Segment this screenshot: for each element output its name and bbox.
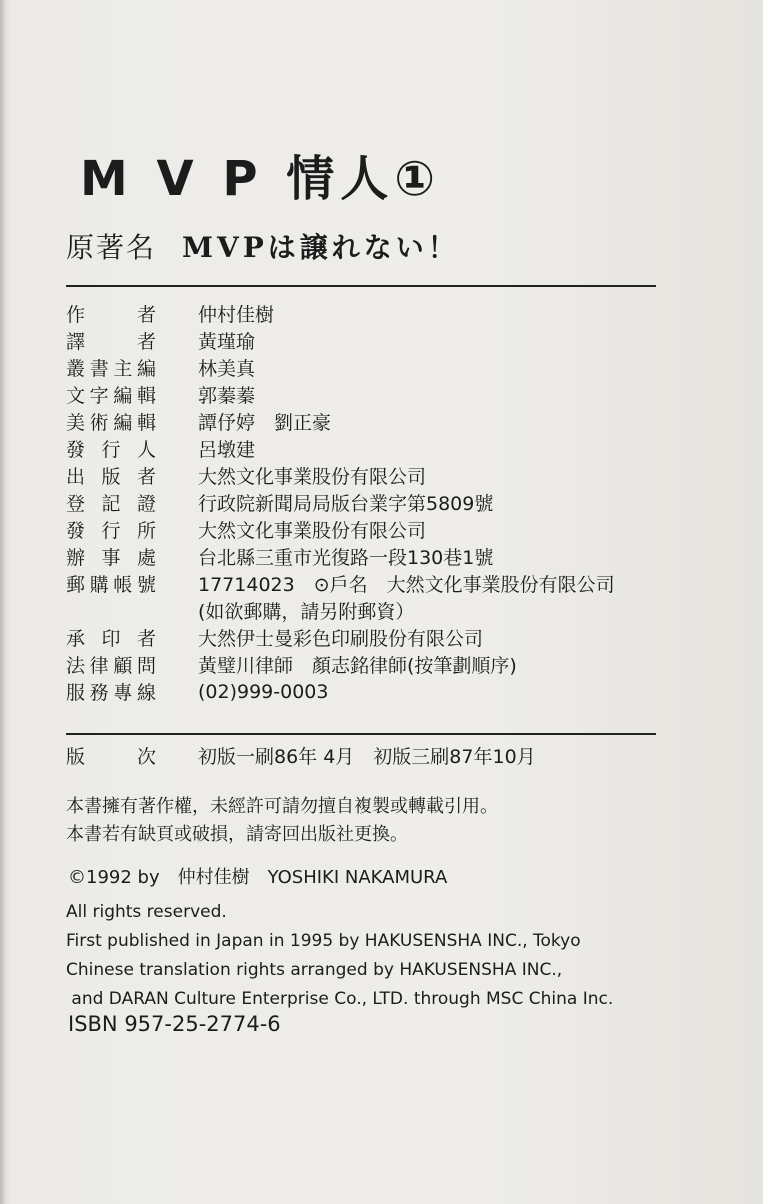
notice-copyright: 本書擁有著作權，未經許可請勿擅自複製或轉載引用。 [66,796,498,817]
rights-line: First published in Japan in 1995 by HAKUSENSHA INC., Tokyo [66,931,581,951]
rights-line: All rights reserved. [66,902,227,922]
credit-row [66,435,666,462]
credit-label [66,516,156,543]
credit-label [66,408,156,435]
credit-row [66,624,666,651]
isbn: ISBN 957-25-2774-6 [68,1012,281,1036]
label-char: 次 [136,746,156,768]
credit-label [66,354,156,381]
original-title-label: 原著名 [66,231,157,264]
label-char: 輯 [136,412,156,434]
label-char: 文 [66,385,86,407]
credit-value: 林美真 [198,358,256,380]
label-char: 編 [136,358,156,380]
credit-row [66,327,666,354]
label-char: 者 [136,331,156,353]
label-char: 郵 [66,574,86,596]
label-char: 輯 [136,385,156,407]
label-char: 號 [136,574,156,596]
credit-value: 大然文化事業股份有限公司 [198,520,427,542]
credit-value: 17714023 ⊙戶名 大然文化事業股份有限公司 [198,574,615,596]
label-char: 所 [136,520,156,542]
credit-value: (如欲郵購，請另附郵資） [198,601,415,623]
edition-label [66,742,156,769]
label-char: 顧 [113,655,133,677]
credit-label [66,678,156,705]
credit-row [66,516,666,543]
label-char: 承 [66,628,86,650]
credit-row [66,678,666,705]
credit-row [66,381,666,408]
credit-label [66,624,156,651]
label-char: 者 [136,466,156,488]
credit-row [66,489,666,516]
credit-label [66,543,156,570]
credit-label [66,651,156,678]
english-rights [66,898,613,1014]
edition-row [66,742,666,769]
label-char: 服 [66,682,86,704]
label-char: 登 [66,493,86,515]
notice-defects: 本書若有缺頁或破損，請寄回出版社更換。 [66,824,408,845]
credit-label [66,462,156,489]
label-char: 問 [136,655,156,677]
credit-label [66,570,156,597]
label-char: 版 [101,466,121,488]
credit-label [66,300,156,327]
credit-row [66,651,666,678]
label-char: 編 [113,385,133,407]
label-char: 行 [101,439,121,461]
credit-label [66,435,156,462]
label-char: 辦 [66,547,86,569]
label-char: 美 [66,412,86,434]
label-char: 字 [89,385,109,407]
credit-value: 黃璧川律師 顏志銘律師(按筆劃順序) [198,655,517,677]
original-title-line [66,226,460,266]
credit-value: 黃瑾瑜 [198,331,256,353]
credits-table [66,300,666,705]
label-char: 術 [89,412,109,434]
credit-value: 大然文化事業股份有限公司 [198,466,427,488]
copyright-year: ©1992 by [68,867,160,888]
label-char: 線 [136,682,156,704]
label-char: 叢 [66,358,86,380]
label-char: 記 [101,493,121,515]
credit-row [66,300,666,327]
label-char: 出 [66,466,86,488]
label-char: 者 [136,628,156,650]
credit-value: 呂墩建 [198,439,256,461]
label-char: 專 [113,682,133,704]
divider-top [66,285,656,287]
credit-row [66,570,666,597]
credit-row [66,354,666,381]
label-char: 發 [66,439,86,461]
credit-row [66,543,666,570]
label-char: 事 [101,547,121,569]
edition-value: 初版一刷86年 4月 初版三刷87年10月 [198,746,536,768]
book-title: M V P 情人① [80,151,441,207]
label-char: 譯 [66,331,86,353]
label-char: 行 [101,520,121,542]
copyright-line [68,863,465,889]
credit-row [66,462,666,489]
label-char: 人 [136,439,156,461]
label-char: 證 [136,493,156,515]
credit-row [66,408,666,435]
label-char: 書 [89,358,109,380]
label-char: 務 [89,682,109,704]
label-char: 作 [66,304,86,326]
author-chinese: 仲村佳樹 [177,867,250,888]
original-title: MVPは譲れない！ [182,231,460,264]
credit-label [66,489,156,516]
label-char: 主 [113,358,133,380]
credit-label [66,327,156,354]
credit-label [66,381,156,408]
rights-line: and DARAN Culture Enterprise Co., LTD. through MSC China Inc. [66,989,614,1009]
credit-value: 仲村佳樹 [198,304,275,326]
notices [66,792,498,848]
credit-value: 大然伊士曼彩色印刷股份有限公司 [198,628,484,650]
label-char: 者 [136,304,156,326]
label-char: 版 [66,746,86,768]
label-char: 編 [113,412,133,434]
label-char: 印 [101,628,121,650]
label-char: 購 [89,574,109,596]
credit-value: 譚伃婷 劉正豪 [198,412,332,434]
rights-line: Chinese translation rights arranged by HAKUSENSHA INC., [66,960,563,980]
label-char: 處 [136,547,156,569]
label-char: 法 [66,655,86,677]
label-char: 帳 [113,574,133,596]
credit-value: 行政院新聞局局版台業字第5809號 [198,493,494,515]
credit-row [66,597,666,624]
label-char: 發 [66,520,86,542]
author-english: YOSHIKI NAKAMURA [267,867,448,888]
credit-value: 郭蓁蓁 [198,385,256,407]
divider-middle [66,733,656,735]
credit-value: (02)999-0003 [198,680,329,703]
page-spine-edge [0,0,6,1204]
credit-value: 台北縣三重市光復路一段130巷1號 [198,547,494,569]
label-char: 律 [89,655,109,677]
